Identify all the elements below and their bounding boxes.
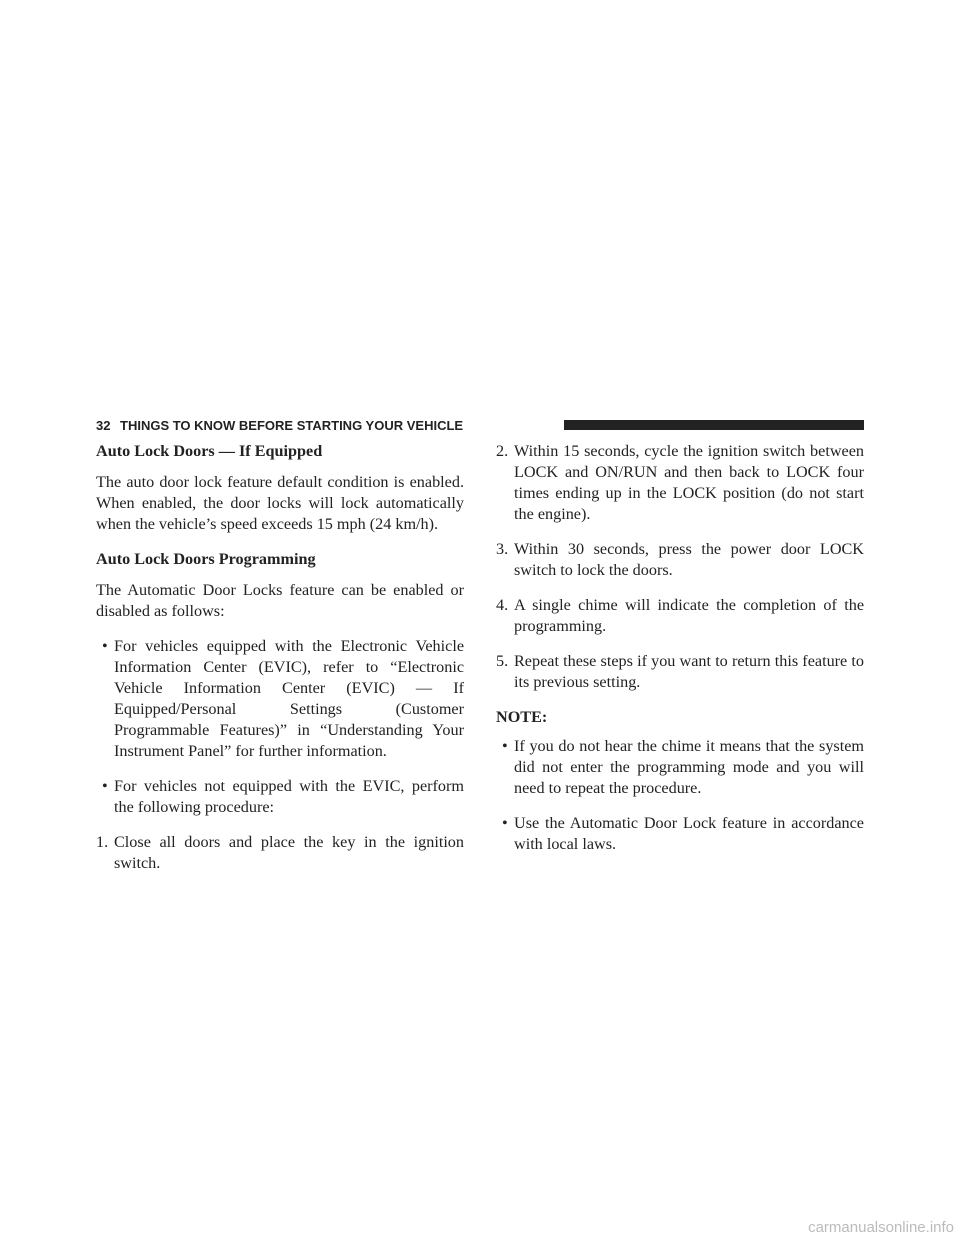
- heading-auto-lock-doors: Auto Lock Doors — If Equipped: [96, 442, 323, 460]
- left-column: [96, 441, 464, 888]
- header-rule: [564, 420, 864, 430]
- step-text: Within 15 seconds, cycle the ignition switch between LOCK and ON/RUN and then back to LOCK four times ending up in the LOCK position (do not start the engine).: [514, 442, 864, 523]
- step-item: [96, 832, 464, 874]
- heading-auto-lock-programming: Auto Lock Doors Programming: [96, 550, 316, 568]
- step-item: [496, 651, 864, 693]
- step-text: Within 30 seconds, press the power door LOCK switch to lock the doors.: [514, 540, 864, 579]
- bullet-item: [96, 776, 464, 818]
- paragraph-programming-intro: The Automatic Door Locks feature can be enabled or disabled as follows:: [96, 581, 464, 620]
- page-number: 32: [96, 418, 111, 433]
- watermark-text: carmanualsonline.info: [808, 1219, 954, 1236]
- bullet-text: If you do not hear the chime it means that the system did not enter the programming mode and you will need to repeat the procedure.: [514, 737, 864, 797]
- page-header: [96, 417, 864, 435]
- step-number: 1.: [96, 833, 109, 851]
- section-title: THINGS TO KNOW BEFORE STARTING YOUR VEHICLE: [120, 418, 464, 433]
- step-text: A single chime will indicate the completion of the programming.: [514, 596, 864, 635]
- step-text: Close all doors and place the key in the ignition switch.: [114, 833, 464, 872]
- bullet-text: For vehicles equipped with the Electronic Vehicle Information Center (EVIC), refer to “Electronic Vehicle Information Center (EVIC) — If Equipped/Personal Settings (Customer Programmable Features)” in “Understanding Your Instrument Panel” for further information.: [114, 637, 464, 760]
- right-column: [496, 441, 864, 869]
- step-number: 2.: [496, 442, 509, 460]
- step-item: [496, 441, 864, 525]
- bullet-icon: •: [502, 737, 508, 755]
- step-text: Repeat these steps if you want to return this feature to its previous setting.: [514, 652, 864, 691]
- step-item: [496, 539, 864, 581]
- note-bullet-item: [496, 736, 864, 799]
- step-number: 5.: [496, 652, 509, 670]
- bullet-icon: •: [502, 814, 508, 832]
- paragraph-auto-lock-description: The auto door lock feature default condition is enabled. When enabled, the door locks will lock automatically when the vehicle’s speed exceeds 15 mph (24 km/h).: [96, 473, 464, 533]
- bullet-text: For vehicles not equipped with the EVIC, perform the following procedure:: [114, 777, 464, 816]
- bullet-item: [96, 636, 464, 762]
- note-bullet-item: [496, 813, 864, 855]
- step-item: [496, 595, 864, 637]
- bullet-text: Use the Automatic Door Lock feature in accordance with local laws.: [514, 814, 864, 853]
- note-label: NOTE:: [496, 708, 548, 726]
- bullet-icon: •: [102, 777, 108, 795]
- bullet-icon: •: [102, 637, 108, 655]
- step-number: 3.: [496, 540, 509, 558]
- step-number: 4.: [496, 596, 509, 614]
